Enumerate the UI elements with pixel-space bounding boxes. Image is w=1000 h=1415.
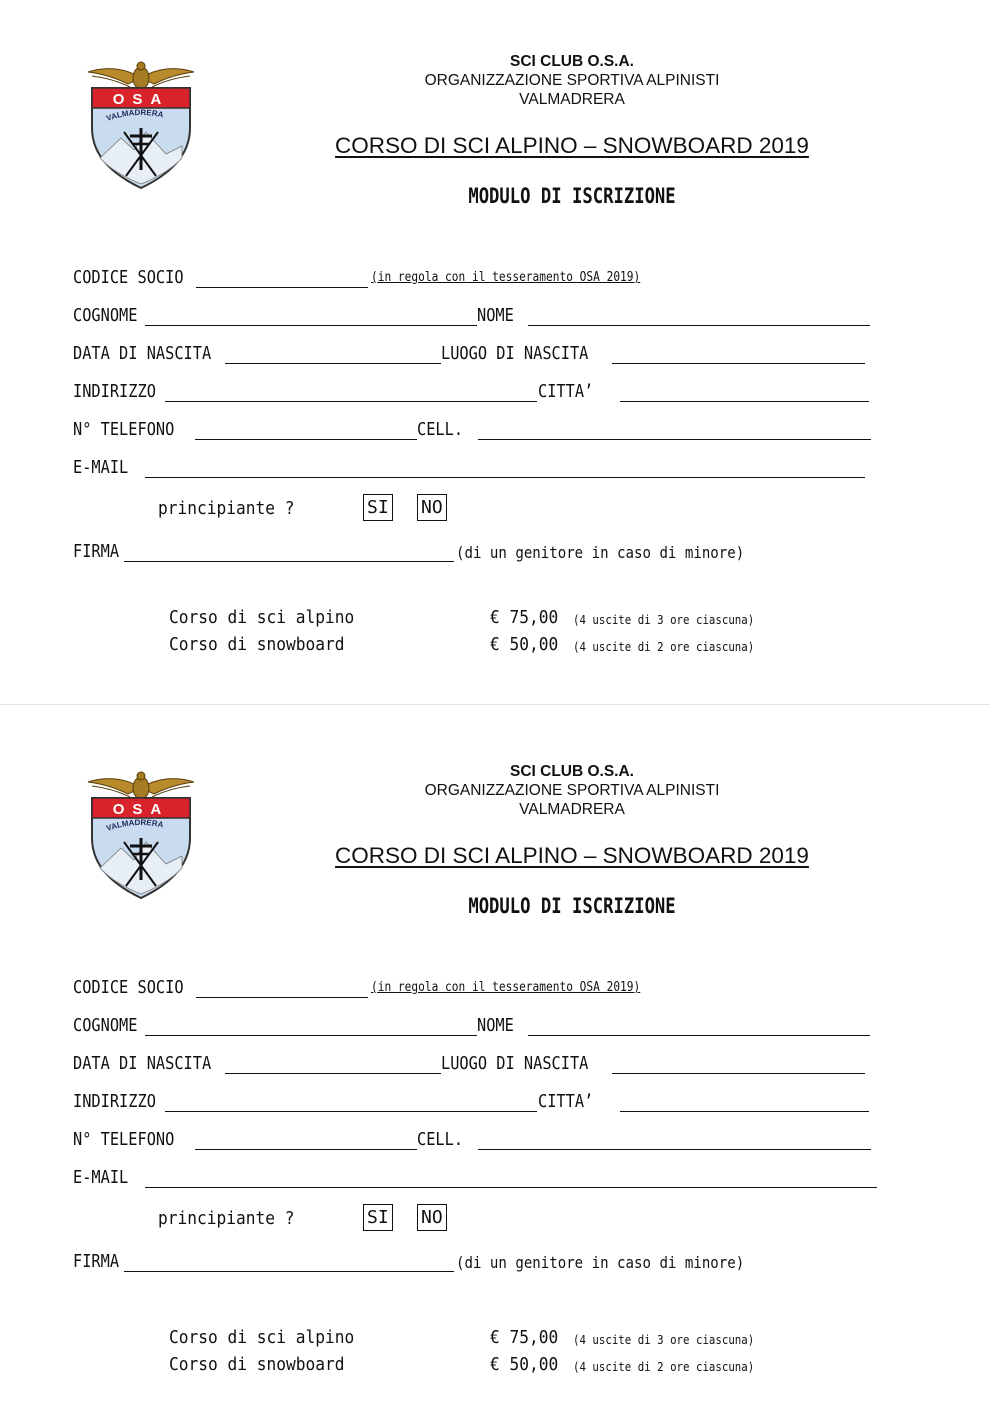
signature-field[interactable]	[124, 1271, 454, 1272]
course-title: CORSO DI SCI ALPINO – SNOWBOARD 2019	[335, 843, 809, 868]
email-field[interactable]	[145, 1187, 877, 1188]
course-ski-name: Corso di sci alpino	[169, 1327, 355, 1348]
address-label: INDIRIZZO	[73, 1091, 156, 1112]
birth-date-label: DATA DI NASCITA	[73, 343, 212, 364]
course-ski-note: (4 uscite di 3 ore ciascuna)	[573, 1332, 755, 1347]
surname-label: COGNOME	[73, 305, 138, 326]
course-ski-note: (4 uscite di 3 ore ciascuna)	[573, 612, 755, 627]
course-ski-name: Corso di sci alpino	[169, 607, 355, 628]
course-snowboard-name: Corso di snowboard	[169, 634, 345, 655]
first-name-field[interactable]	[528, 1035, 870, 1036]
town-name: VALMADRERA	[519, 801, 625, 818]
member-code-field[interactable]	[196, 287, 368, 288]
logo-osa-text: OSA	[112, 801, 170, 818]
osa-eagle-shield-logo-icon	[86, 768, 196, 900]
phone-field[interactable]	[195, 439, 417, 440]
course-snowboard-note: (4 uscite di 2 ore ciascuna)	[573, 1359, 755, 1374]
mobile-field[interactable]	[478, 1149, 871, 1150]
first-name-label: NOME	[477, 1015, 514, 1036]
town-name: VALMADRERA	[519, 91, 625, 108]
course-snowboard-name: Corso di snowboard	[169, 1354, 345, 1375]
birth-date-field[interactable]	[225, 363, 441, 364]
beginner-question: principiante ?	[158, 1208, 295, 1229]
address-field[interactable]	[165, 401, 537, 402]
signature-label: FIRMA	[73, 541, 120, 562]
course-snowboard-note: (4 uscite di 2 ore ciascuna)	[573, 639, 755, 654]
city-field[interactable]	[620, 1111, 869, 1112]
surname-field[interactable]	[145, 325, 477, 326]
course-snowboard-price: € 50,00	[490, 634, 559, 655]
form-title: MODULO DI ISCRIZIONE	[468, 894, 676, 918]
signature-note: (di un genitore in caso di minore)	[456, 1253, 745, 1272]
address-field[interactable]	[165, 1111, 537, 1112]
beginner-question: principiante ?	[158, 498, 295, 519]
beginner-no-box[interactable]: NO	[417, 494, 447, 521]
signature-label: FIRMA	[73, 1251, 120, 1272]
organization-name: ORGANIZZAZIONE SPORTIVA ALPINISTI	[424, 782, 720, 799]
first-name-label: NOME	[477, 305, 514, 326]
phone-field[interactable]	[195, 1149, 417, 1150]
birth-place-label: LUOGO DI NASCITA	[441, 343, 589, 364]
club-name: SCI CLUB O.S.A.	[509, 53, 634, 70]
phone-label: N° TELEFONO	[73, 1129, 175, 1150]
address-label: INDIRIZZO	[73, 381, 156, 402]
osa-eagle-shield-logo-icon	[86, 58, 196, 190]
city-label: CITTA’	[538, 1091, 594, 1112]
email-field[interactable]	[145, 477, 865, 478]
birth-date-label: DATA DI NASCITA	[73, 1053, 212, 1074]
email-label: E-MAIL	[73, 1167, 129, 1188]
member-code-label: CODICE SOCIO	[73, 977, 184, 998]
course-ski-price: € 75,00	[490, 607, 559, 628]
member-code-note: (in regola con il tesseramento OSA 2019)	[371, 980, 641, 995]
logo-arc-text: VALMADRERA	[105, 817, 165, 833]
page-separator	[0, 704, 990, 705]
birth-date-field[interactable]	[225, 1073, 441, 1074]
member-code-note: (in regola con il tesseramento OSA 2019)	[371, 270, 641, 285]
signature-field[interactable]	[124, 561, 454, 562]
birth-place-field[interactable]	[612, 363, 865, 364]
mobile-label: CELL.	[417, 1129, 464, 1150]
city-label: CITTA’	[538, 381, 594, 402]
member-code-label: CODICE SOCIO	[73, 267, 184, 288]
mobile-label: CELL.	[417, 419, 464, 440]
logo-osa-text: OSA	[112, 91, 170, 108]
signature-note: (di un genitore in caso di minore)	[456, 543, 745, 562]
surname-field[interactable]	[145, 1035, 477, 1036]
birth-place-field[interactable]	[612, 1073, 865, 1074]
registration-form-2	[0, 710, 1000, 1410]
mobile-field[interactable]	[478, 439, 871, 440]
first-name-field[interactable]	[528, 325, 870, 326]
surname-label: COGNOME	[73, 1015, 138, 1036]
organization-name: ORGANIZZAZIONE SPORTIVA ALPINISTI	[424, 72, 720, 89]
email-label: E-MAIL	[73, 457, 129, 478]
course-title: CORSO DI SCI ALPINO – SNOWBOARD 2019	[335, 133, 809, 158]
city-field[interactable]	[620, 401, 869, 402]
phone-label: N° TELEFONO	[73, 419, 175, 440]
course-snowboard-price: € 50,00	[490, 1354, 559, 1375]
birth-place-label: LUOGO DI NASCITA	[441, 1053, 589, 1074]
form-title: MODULO DI ISCRIZIONE	[468, 184, 676, 208]
club-name: SCI CLUB O.S.A.	[509, 763, 634, 780]
logo-arc-text: VALMADRERA	[105, 107, 165, 123]
registration-form-1	[0, 0, 1000, 700]
member-code-field[interactable]	[196, 997, 368, 998]
beginner-yes-box[interactable]: SI	[363, 494, 393, 521]
beginner-no-box[interactable]: NO	[417, 1204, 447, 1231]
beginner-yes-box[interactable]: SI	[363, 1204, 393, 1231]
course-ski-price: € 75,00	[490, 1327, 559, 1348]
